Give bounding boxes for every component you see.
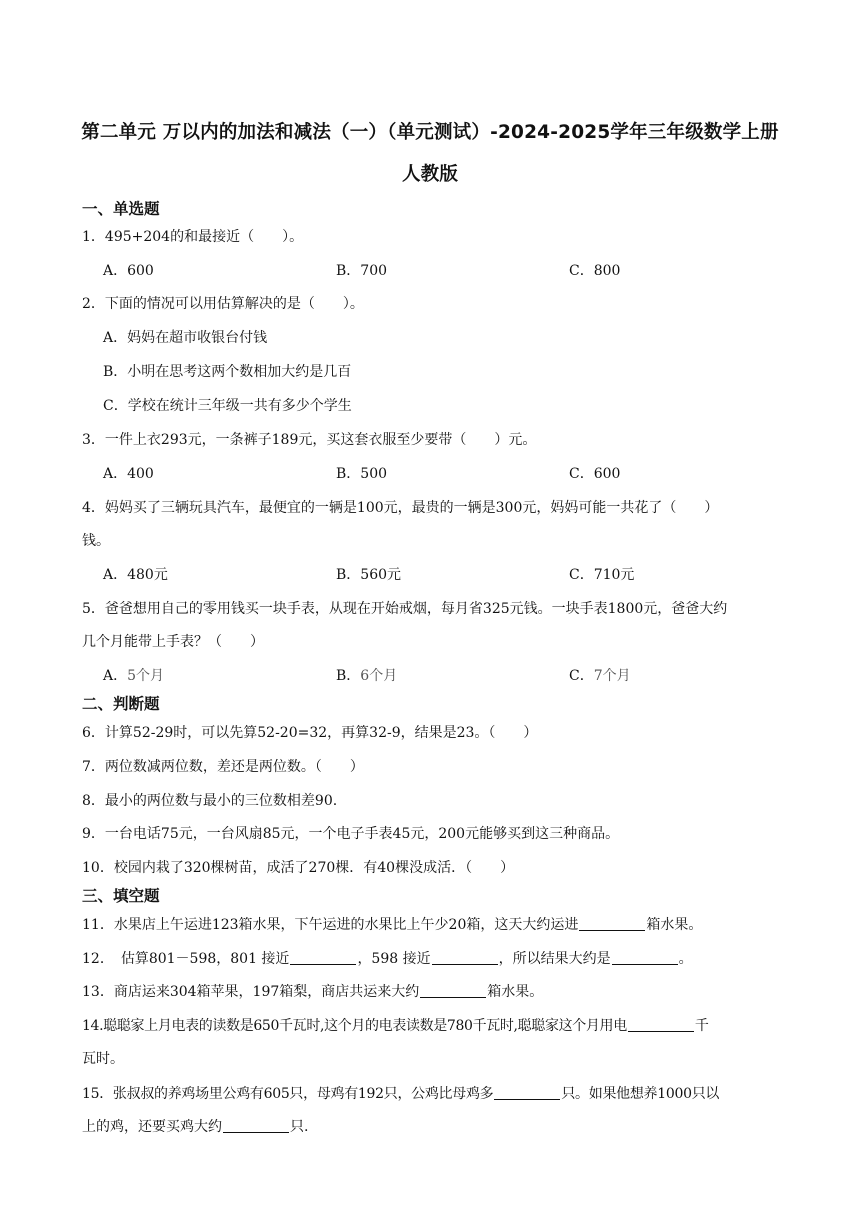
q13-text: 13．商店运来304箱苹果，197箱梨，商店共运来大约 bbox=[82, 984, 420, 1000]
question-2: 2．下面的情况可以用估算解决的是（ ）。 bbox=[82, 296, 364, 312]
q5-option-c-value: 7个月 bbox=[593, 668, 631, 684]
question-12 bbox=[82, 948, 693, 968]
q12-text-1: 12． 估算801－598，801 接近 bbox=[82, 951, 290, 967]
q15-answer-blank-2[interactable] bbox=[223, 1118, 289, 1133]
q15-text: 15．张叔叔的养鸡场里公鸡有605只，母鸡有192只，公鸡比母鸡多 bbox=[82, 1086, 494, 1102]
q11-text-end: 箱水果。 bbox=[646, 917, 703, 933]
q1-option-a: A．600 bbox=[103, 263, 154, 279]
q12-answer-blank-2[interactable] bbox=[432, 950, 498, 965]
page-title: 第二单元 万以内的加法和减法（一）（单元测试）-2024-2025学年三年级数学上册 bbox=[81, 122, 779, 143]
section-heading-fill-blank: 三、填空题 bbox=[82, 887, 160, 905]
question-5-continued: 几个月能带上手表？（ ） bbox=[82, 634, 264, 650]
section-heading-true-false: 二、判断题 bbox=[82, 695, 160, 713]
q14-text-end: 千 bbox=[694, 1018, 709, 1034]
q15-text-line2: 上的鸡，还要买鸡大约 bbox=[82, 1119, 222, 1135]
question-15 bbox=[82, 1083, 719, 1103]
q2-option-a: A．妈妈在超市收银台付钱 bbox=[103, 330, 268, 346]
question-14-continued: 瓦时。 bbox=[82, 1051, 124, 1067]
q5-option-c bbox=[569, 665, 631, 685]
q5-option-a bbox=[103, 665, 164, 685]
q3-option-b: B．500 bbox=[336, 466, 388, 482]
question-9: 9．一台电话75元，一台风扇85元，一个电子手表45元，200元能够买到这三种商品。 bbox=[82, 826, 620, 842]
q3-option-c: C．600 bbox=[569, 466, 621, 482]
q5-option-a-label: A． bbox=[103, 668, 128, 684]
question-15-continued bbox=[82, 1116, 308, 1136]
question-10: 10．校园内栽了320棵树苗，成活了270棵．有40棵没成活．（ ） bbox=[82, 860, 515, 876]
question-7: 7．两位数减两位数，差还是两位数。（ ） bbox=[82, 759, 364, 775]
q5-option-c-label: C． bbox=[569, 668, 594, 684]
q13-answer-blank[interactable] bbox=[420, 983, 486, 998]
q13-text-end: 箱水果。 bbox=[487, 984, 544, 1000]
q11-text: 11．水果店上午运进123箱水果，下午运进的水果比上午少20箱，这天大约运进 bbox=[82, 917, 579, 933]
q15-answer-blank-1[interactable] bbox=[494, 1085, 560, 1100]
q4-option-c: C．710元 bbox=[569, 567, 635, 583]
q5-option-b bbox=[336, 665, 397, 685]
q4-option-a: A．480元 bbox=[103, 567, 168, 583]
page-title-line2: 人教版 bbox=[401, 164, 459, 185]
q5-option-a-value: 5个月 bbox=[127, 668, 165, 684]
q12-answer-blank-1[interactable] bbox=[290, 950, 356, 965]
q12-answer-blank-3[interactable] bbox=[612, 950, 678, 965]
q1-option-b: B．700 bbox=[336, 263, 388, 279]
question-1: 1．495+204的和最接近（ ）。 bbox=[82, 229, 304, 245]
question-13 bbox=[82, 981, 543, 1001]
q14-text: 14.聪聪家上月电表的读数是650千瓦时,这个月的电表读数是780千瓦时,聪聪家这个月用电 bbox=[82, 1018, 627, 1034]
question-3: 3．一件上衣293元，一条裤子189元，买这套衣服至少要带（ ）元。 bbox=[82, 432, 537, 448]
q2-option-c: C．学校在统计三年级一共有多少个学生 bbox=[103, 398, 352, 414]
question-11 bbox=[82, 914, 702, 934]
question-8: 8．最小的两位数与最小的三位数相差90. bbox=[82, 793, 338, 809]
q15-text-mid: 只。如果他想养1000只以 bbox=[561, 1086, 720, 1102]
q1-option-c: C．800 bbox=[569, 263, 621, 279]
q11-answer-blank[interactable] bbox=[579, 916, 645, 931]
q2-option-b: B．小明在思考这两个数相加大约是几百 bbox=[103, 364, 352, 380]
q12-text-2: ，598 接近 bbox=[357, 951, 431, 967]
q14-answer-blank[interactable] bbox=[628, 1017, 694, 1032]
question-6: 6．计算52-29时，可以先算52-20=32，再算32-9，结果是23。（ ） bbox=[82, 725, 538, 741]
question-4-continued: 钱。 bbox=[82, 533, 110, 549]
q15-text-end: 只. bbox=[290, 1119, 309, 1135]
q5-option-b-value: 6个月 bbox=[360, 668, 398, 684]
q4-option-b: B．560元 bbox=[336, 567, 402, 583]
q5-option-b-label: B． bbox=[336, 668, 361, 684]
section-heading-single-choice: 一、单选题 bbox=[82, 200, 160, 218]
question-5: 5．爸爸想用自己的零用钱买一块手表，从现在开始戒烟，每月省325元钱。一块手表1800元，爸爸大约 bbox=[82, 601, 728, 617]
question-4: 4．妈妈买了三辆玩具汽车，最便宜的一辆是100元，最贵的一辆是300元，妈妈可能一共花了（ ） bbox=[82, 500, 719, 516]
question-14 bbox=[82, 1015, 709, 1035]
q12-text-3: ，所以结果大约是 bbox=[498, 951, 611, 967]
q3-option-a: A．400 bbox=[103, 466, 154, 482]
q12-text-4: 。 bbox=[678, 951, 693, 967]
